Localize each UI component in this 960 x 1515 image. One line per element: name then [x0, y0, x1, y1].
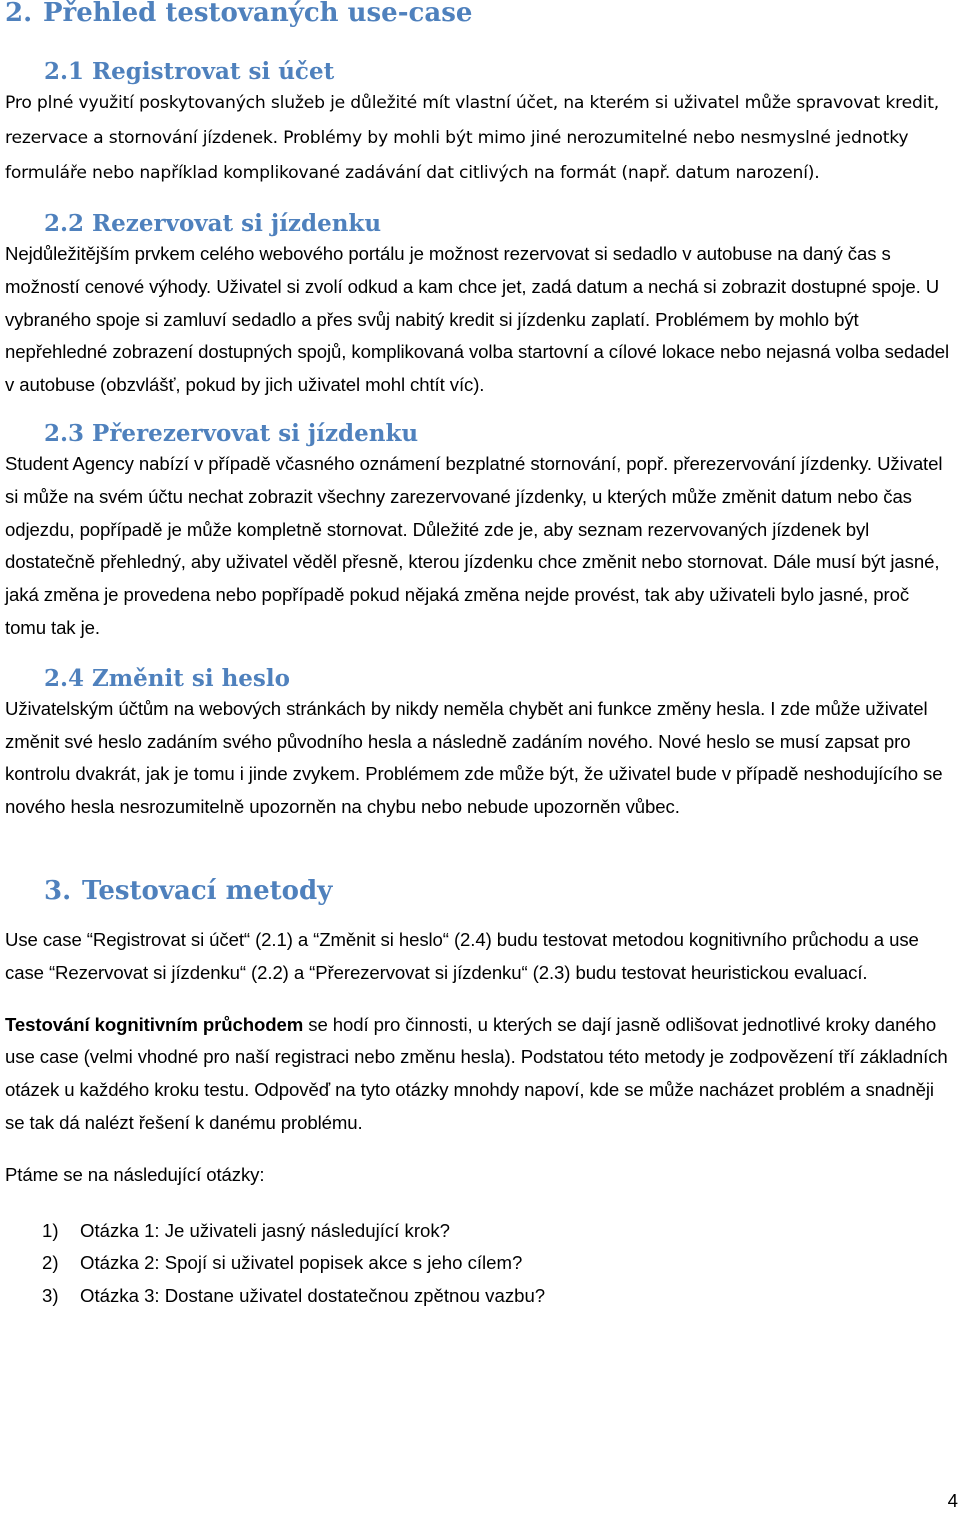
section-2-heading [5, 0, 955, 28]
list-marker: 1) [42, 1219, 59, 1241]
cognitive-walkthrough-text: se hodí pro činnosti, u kterých se dají jasně odlišovat jednotlivé kroky daného use case (velmi vhodné pro naší registraci nebo změnu hesla). Podstatou této metody je zodpovězení tří základních otázek u každého kroku testu. Odpověď na tyto otázky mnohdy napoví, kde se může nacházet problém a snadněji se tak dá nalézt řešení k danému problému. [5, 1013, 948, 1133]
section-2-1-paragraph: Pro plné využití poskytovaných služeb je důležité mít vlastní účet, na kterém si uživatel může spravovat kredit, rezervace a stornování jízdenek. Problémy by mohli být mimo jiné nerozumitelné nebo nesmyslné jednotky formuláře nebo například komplikované zadávání dat citlivých na formát (např. datum narození). [5, 93, 940, 183]
section-2-3-paragraph: Student Agency nabízí v případě včasného oznámení bezplatné stornování, popř. přerezervování jízdenky. Uživatel si může na svém účtu nechat zobrazit všechny zarezervované jízdenky, u kterých může změnit datum nebo čas odjezdu, popřípadě je může kompletně stornovat. Důležité zde je, aby seznam rezervovaných jízdenek byl dostatečně přehledný, aby uživatel věděl přesně, kterou jízdenku chce změnit nebo stornovat. Dále musí být jasné, jaká změna je provedena nebo popřípadě pokud nějaká změna nejde provést, tak aby uživateli bylo jasné, proč tomu tak je. [5, 452, 943, 638]
cognitive-walkthrough-paragraph [5, 1009, 955, 1140]
questions-intro: Ptáme se na následující otázky: [5, 1163, 265, 1185]
section-3-title: Testovací metody [82, 875, 333, 906]
section-2-4-paragraph: Uživatelským účtům na webových stránkách by nikdy neměla chybět ani funkce změny hesla. I zde může uživatel změnit své heslo zadáním svého původního hesla a následně zadáním nového. Nové heslo se musí zapsat pro kontrolu dvakrát, jak je tomu i jinde zvykem. Problémem zde může být, že uživatel bude v případě neshodujícího se nového hesla nesrozumitelně upozorněn na chybu nebo nebude upozorněn vůbec. [5, 697, 943, 818]
document-page [5, 0, 955, 1312]
section-3-heading [5, 876, 955, 906]
page-number: 4 [947, 1490, 958, 1511]
list-item-text: Otázka 3: Dostane uživatel dostatečnou zpětnou vazbu? [80, 1284, 546, 1306]
list-marker: 3) [42, 1284, 59, 1306]
list-item [5, 1247, 955, 1280]
questions-list [5, 1215, 955, 1313]
list-marker: 2) [42, 1252, 59, 1274]
section-2-title: Přehled testovaných use-case [43, 0, 473, 28]
section-2-1-heading: 2.1 Registrovat si účet [44, 58, 335, 85]
section-3-number: 3. [44, 875, 72, 906]
cognitive-walkthrough-term: Testování kognitivním průchodem [5, 1013, 304, 1035]
section-2-2-heading: 2.2 Rezervovat si jízdenku [44, 210, 382, 237]
list-item-text: Otázka 2: Spojí si uživatel popisek akce s jeho cílem? [80, 1252, 523, 1274]
section-3-intro-paragraph: Use case “Registrovat si účet“ (2.1) a “Změnit si heslo“ (2.4) budu testovat metodou kognitivního průchodu a use case “Rezervovat si jízdenku“ (2.2) a “Přerezervovat si jízdenku“ (2.3) budu testovat heuristickou evaluací. [5, 928, 919, 983]
section-2-4-heading: 2.4 Změnit si heslo [44, 664, 290, 692]
list-item [5, 1215, 955, 1248]
list-item-text: Otázka 1: Je uživateli jasný následující krok? [80, 1219, 450, 1241]
section-2-number: 2. [5, 0, 33, 28]
section-2-3-heading: 2.3 Přerezervovat si jízdenku [44, 419, 419, 447]
section-2-2-paragraph: Nejdůležitějším prvkem celého webového portálu je možnost rezervovat si sedadlo v autobuse na daný čas s možností cenové výhody. Uživatel si zvolí odkud a kam chce jet, zadá datum a nechá si zobrazit dostupné spoje. U vybraného spoje si zamluví sedadlo a přes svůj nabitý kredit si jízdenku zaplatí. Problémem by mohlo být nepřehledné zobrazení dostupných spojů, komplikovaná volba startovní a cílové lokace nebo nejasná volba sedadel v autobuse (obzvlášť, pokud by jich uživatel mohl chtít víc). [5, 243, 950, 396]
list-item [5, 1280, 955, 1313]
